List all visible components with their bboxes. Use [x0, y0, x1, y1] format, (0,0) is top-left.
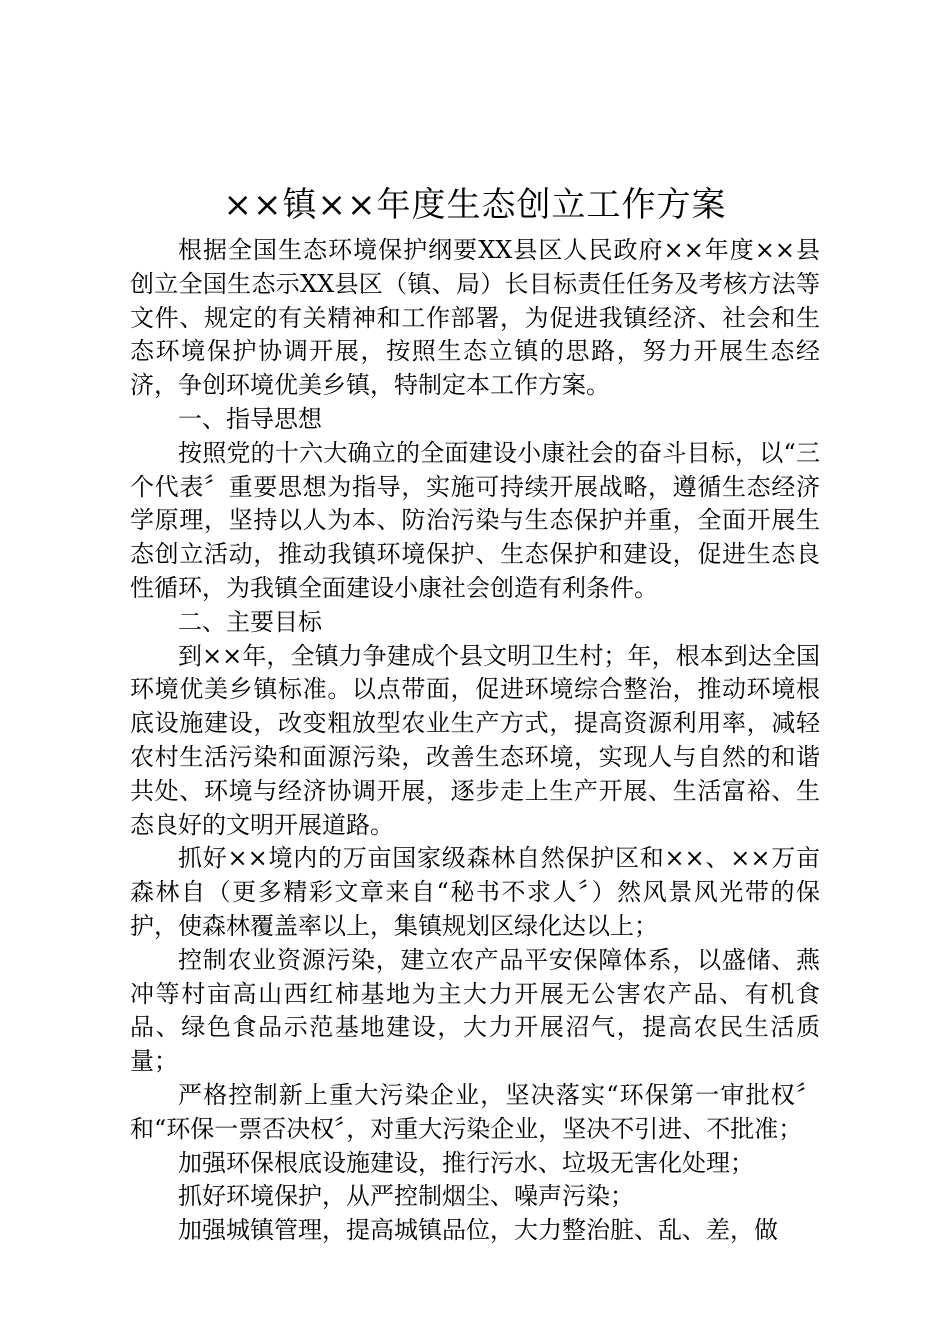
paragraph-environment-protection: 抓好环境保护，从严控制烟尘、噪声污染； [178, 1182, 634, 1211]
paragraph-forest-protection: 抓好××境内的万亩国家级森林自然保护区和××、××万亩森林自（更多精彩文章来自“秘书不求人〞）然风景风光带的保护，使森林覆盖率以上，集镇规划区绿化达以上； [130, 844, 820, 940]
paragraph-intro: 根据全国生态环境保护纲要XX县区人民政府××年度××县创立全国生态示XX县区（镇、局）长目标责任任务及考核方法等文件、规定的有关精神和工作部署，为促进我镇经济、社会和生态环境保护协调开展，按照生态立镇的思路，努力开展生态经济，争创环境优美乡镇，特制定本工作方案。 [130, 236, 820, 400]
paragraph-guiding-ideology: 按照党的十六大确立的全面建设小康社会的奋斗目标，以“三个代表〞重要思想为指导，实施可持续开展战略，遵循生态经济学原理，坚持以人为本、防治污染与生态保护并重，全面开展生态创立活动，推动我镇环境保护、生态保护和建设，促进生态良性循环，为我镇全面建设小康社会创造有利条件。 [130, 438, 820, 602]
section-heading-guiding-ideology: 一、指导思想 [178, 404, 322, 433]
paragraph-infrastructure: 加强环保根底设施建设，推行污水、垃圾无害化处理； [178, 1148, 754, 1177]
paragraph-agricultural-pollution: 控制农业资源污染，建立农产品平安保障体系，以盛储、燕冲等村亩高山西红柿基地为主大力开展无公害农产品、有机食品、绿色食品示范基地建设，大力开展沼气，提高农民生活质量； [130, 945, 820, 1076]
paragraph-main-goals: 到××年，全镇力争建成个县文明卫生村；年，根本到达全国环境优美乡镇标准。以点带面，促进环境综合整治，推动环境根底设施建设，改变粗放型农业生产方式，提高资源利用率，减轻农村生活污染和面源污染，改善生态环境，实现人与自然的和谐共处、环境与经济协调开展，逐步走上生产开展、生活富裕、生态良好的文明开展道路。 [130, 641, 820, 839]
document-title: ××镇××年度生态创立工作方案 [223, 185, 727, 225]
paragraph-pollution-control: 严格控制新上重大污染企业，坚决落实“环保第一审批权〞和“环保一票否决权〞，对重大污染企业，坚决不引进、不批准； [130, 1080, 820, 1143]
document-body [130, 234, 820, 1248]
paragraph-town-management: 加强城镇管理，提高城镇品位，大力整治脏、乱、差，做 [178, 1216, 778, 1245]
section-heading-main-goals: 二、主要目标 [178, 607, 322, 636]
